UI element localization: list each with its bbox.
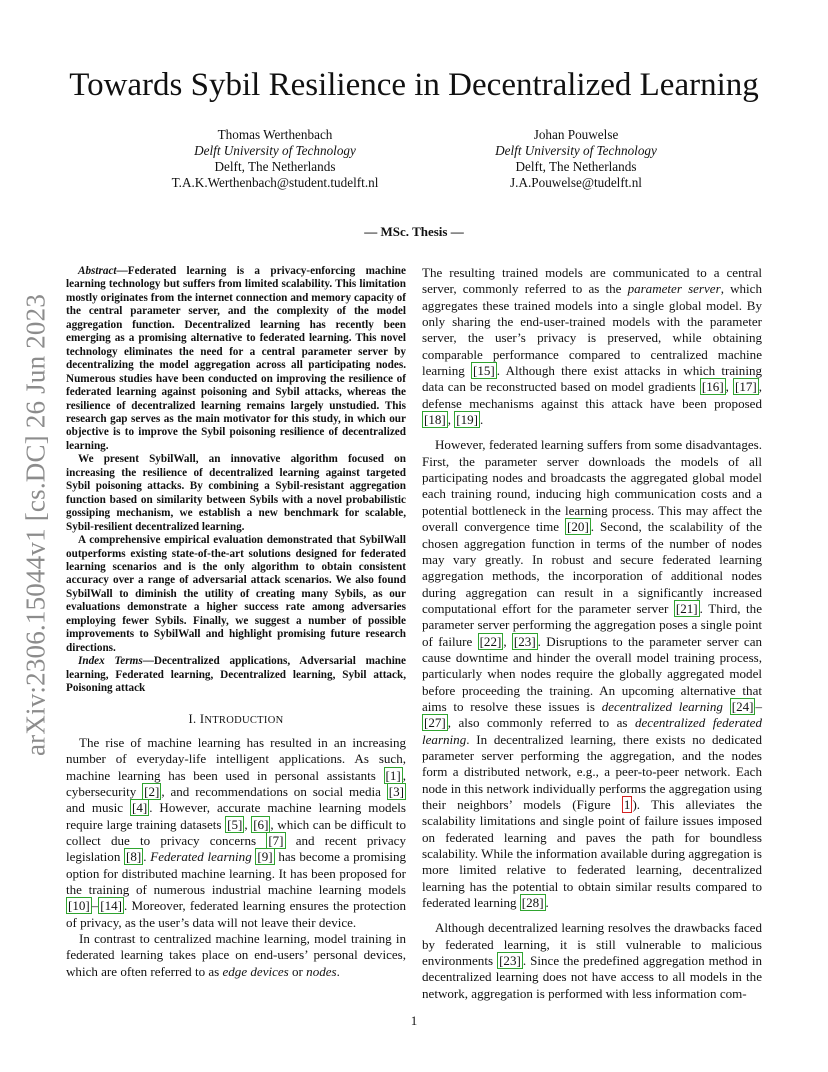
left-column	[66, 265, 406, 980]
author-location: Delft, The Netherlands	[515, 159, 637, 174]
figure-link[interactable]: 1	[623, 797, 631, 812]
arxiv-stamp: arXiv:2306.15044v1 [cs.DC] 26 Jun 2023	[20, 293, 51, 757]
author-institution: Delft University of Technology	[495, 143, 657, 158]
citation-link[interactable]: [3]	[388, 783, 404, 799]
citation-link[interactable]: [20]	[567, 519, 589, 535]
abstract-paragraph: Abstract—Federated learning is a privacy-enforcing machine learning technology but suffers from limited scalability. This limitation mostly originates from the internet connection and memory capacity of the central parameter server, and the complexity of the model aggregation function. Decentralized learning has recently been emerging as a promising alternative to federated learning. This novel technology eliminates the need for a central parameter server by decentralizing the model aggregation across all participating nodes. Numerous studies have been conducted on improving the resilience of federated learning against poisoning and Sybil attacks, whereas the resilience of decentralized learning remains largely unstudied. This research gap serves as the main motivator for this study, in which our objective is to improve the Sybil poisoning resilience of decentralized learning.	[66, 265, 406, 452]
author-location: Delft, The Netherlands	[214, 159, 336, 174]
citation-link[interactable]: [19]	[456, 412, 479, 428]
body-paragraph: In contrast to centralized machine learning, model training in federated learning takes place on end-users’ personal devices, which are often referred to as edge devices or nodes.	[66, 930, 406, 979]
citation-link[interactable]: [23]	[513, 633, 536, 649]
citation-link[interactable]: [10]	[68, 898, 90, 914]
citation-link[interactable]: [23]	[499, 953, 521, 969]
body-paragraph: The resulting trained models are communicated to a central server, commonly referred to as the parameter server, which aggregates these trained models into a single global model. By only sharing the end-user-trained models with the parameter server, the user’s privacy is preserved, while obtaining comparable performance compared to centralized machine learning [15] . Although there exist attacks in which training data can be reconstructed based on model gradients [16] , [17] , defense mechanisms against this attack have been proposed [18] , [19] .	[422, 265, 762, 428]
citation-link[interactable]: [17]	[734, 379, 757, 395]
page-number: 1	[410, 1013, 418, 1028]
citation-link[interactable]: [1]	[385, 767, 401, 783]
author-institution: Delft University of Technology	[194, 143, 356, 158]
citation-link[interactable]: [27]	[424, 715, 446, 731]
citation-link[interactable]: [18]	[424, 412, 446, 428]
paper-title: Towards Sybil Resilience in Decentralized Learning	[69, 67, 759, 103]
author-block-1	[165, 127, 385, 191]
citation-link[interactable]: [15]	[473, 363, 495, 379]
index-terms-label: Index Terms	[78, 655, 143, 668]
citation-link[interactable]: [22]	[479, 633, 502, 649]
abstract-paragraph: A comprehensive empirical evaluation demonstrated that SybilWall outperforms existing state-of-the-art solutions designed for federated learning scenarios and is the only algorithm to obtain consistent accuracy over a range of adversarial attack scenarios. We also found SybilWall to diminish the utility of creating many Sybils, as our evaluations demonstrate a higher success rate among adversaries employing fewer Sybils. Finally, we suggest a number of possible improvements to SybilWall and highlight promising future research directions.	[66, 534, 406, 654]
body-paragraph: However, federated learning suffers from some disadvantages. First, the parameter server downloads the models of all participating nodes and broadcasts the aggregated global model each training round, inducing high communication costs and a potential bottleneck in the learning process. This may affect the overall convergence time [20] . Second, the scalability of the chosen aggregation function in terms of the number of nodes may vary greatly. In robust and secure federated learning aggregation methods, the incorporation of additional nodes during aggregation can result in a significantly increased computational effort for the parameter server [21] . Third, the parameter server performing the aggregation poses a single point of failure [22] , [23] . Disruptions to the parameter server can cause downtime and hinder the overall model training process, particularly when nodes require the globally aggregated model before proceeding the training. An upcoming alternative that aims to resolve these issues is decentralized learning [24] –[27] , also commonly referred to as decentralized federated learning. In decentralized learning, there exists no dedicated parameter server performing the aggregation, and the nodes form a distributed network, e.g., a peer-to-peer network. Each node in this network individually performs the aggregation using their neighbors’ models (Figure 1 ). This alleviates the scalability limitations and single point of failure issues imposed on federated learning and paves the path for boundless scalability. While the information available during aggregation is more limited relative to federated learning, decentralized learning has the potential to obtain similar results compared to federated learning [28] .	[422, 437, 763, 911]
citation-link[interactable]: [9]	[257, 849, 273, 865]
citation-link[interactable]: [4]	[131, 800, 148, 816]
citation-link[interactable]: [28]	[521, 895, 544, 911]
body-paragraph: Although decentralized learning resolves the drawbacks faced by federated learning, it is still vulnerable to malicious environments [23] . Since the predefined aggregation method in decentralized learning does not have access to all models in the network, aggregation is performed with less information com-	[422, 920, 763, 1001]
thesis-label: — MSc. Thesis —	[364, 224, 464, 239]
citation-link[interactable]: [6]	[253, 816, 269, 832]
citation-link[interactable]: [5]	[227, 816, 243, 832]
section-heading: I. INTRODUCTION	[188, 711, 284, 726]
abstract-label: Abstract	[78, 265, 117, 277]
author-email: T.A.K.Werthenbach@student.tudelft.nl	[171, 175, 379, 190]
citation-link[interactable]: [7]	[268, 832, 284, 848]
author-name: Johan Pouwelse	[533, 127, 619, 142]
author-block-2	[466, 127, 686, 191]
index-terms: Index Terms—Decentralized applications, Adversarial machine learning, Federated learning, Decentralized learning, Sybil attack, Poisoning attack	[66, 655, 406, 695]
citation-link[interactable]: [24]	[731, 698, 754, 714]
right-column	[422, 265, 762, 1002]
author-email: J.A.Pouwelse@tudelft.nl	[510, 175, 642, 190]
citation-link[interactable]: [2]	[144, 783, 160, 799]
body-paragraph: The rise of machine learning has resulted in an increasing number of everyday-life intelligent applications. As such, machine learning has been used in personal assistants [1] , cybersecurity [2] , and recommendations on social media [3] and music [4] . However, accurate machine learning models require large training datasets [5] , [6] , which can be difficult to collect due to privacy concerns [7] and recent privacy legislation [8] . Federated learning [9] has become a promising option for distributed machine learning. It has been proposed for the training of numerous industrial machine learning models [10] – [14] . Moreover, federated learning ensures the protection of privacy, as the user’s data will not leave their device.	[66, 734, 407, 930]
citation-link[interactable]: [21]	[675, 600, 698, 616]
abstract	[66, 265, 406, 696]
citation-link[interactable]: [14]	[100, 898, 123, 914]
citation-link[interactable]: [8]	[126, 849, 142, 865]
author-name: Thomas Werthenbach	[217, 127, 333, 142]
citation-link[interactable]: [16]	[701, 379, 724, 395]
abstract-paragraph: We present SybilWall, an innovative algorithm focused on increasing the resilience of decentralized learning against targeted Sybil poisoning attacks. By combining a Sybil-resistant aggregation function based on similarity between Sybils with a novel probabilistic gossiping mechanism, we establish a new benchmark for scalable, Sybil-resilient decentralized learning.	[66, 453, 406, 533]
